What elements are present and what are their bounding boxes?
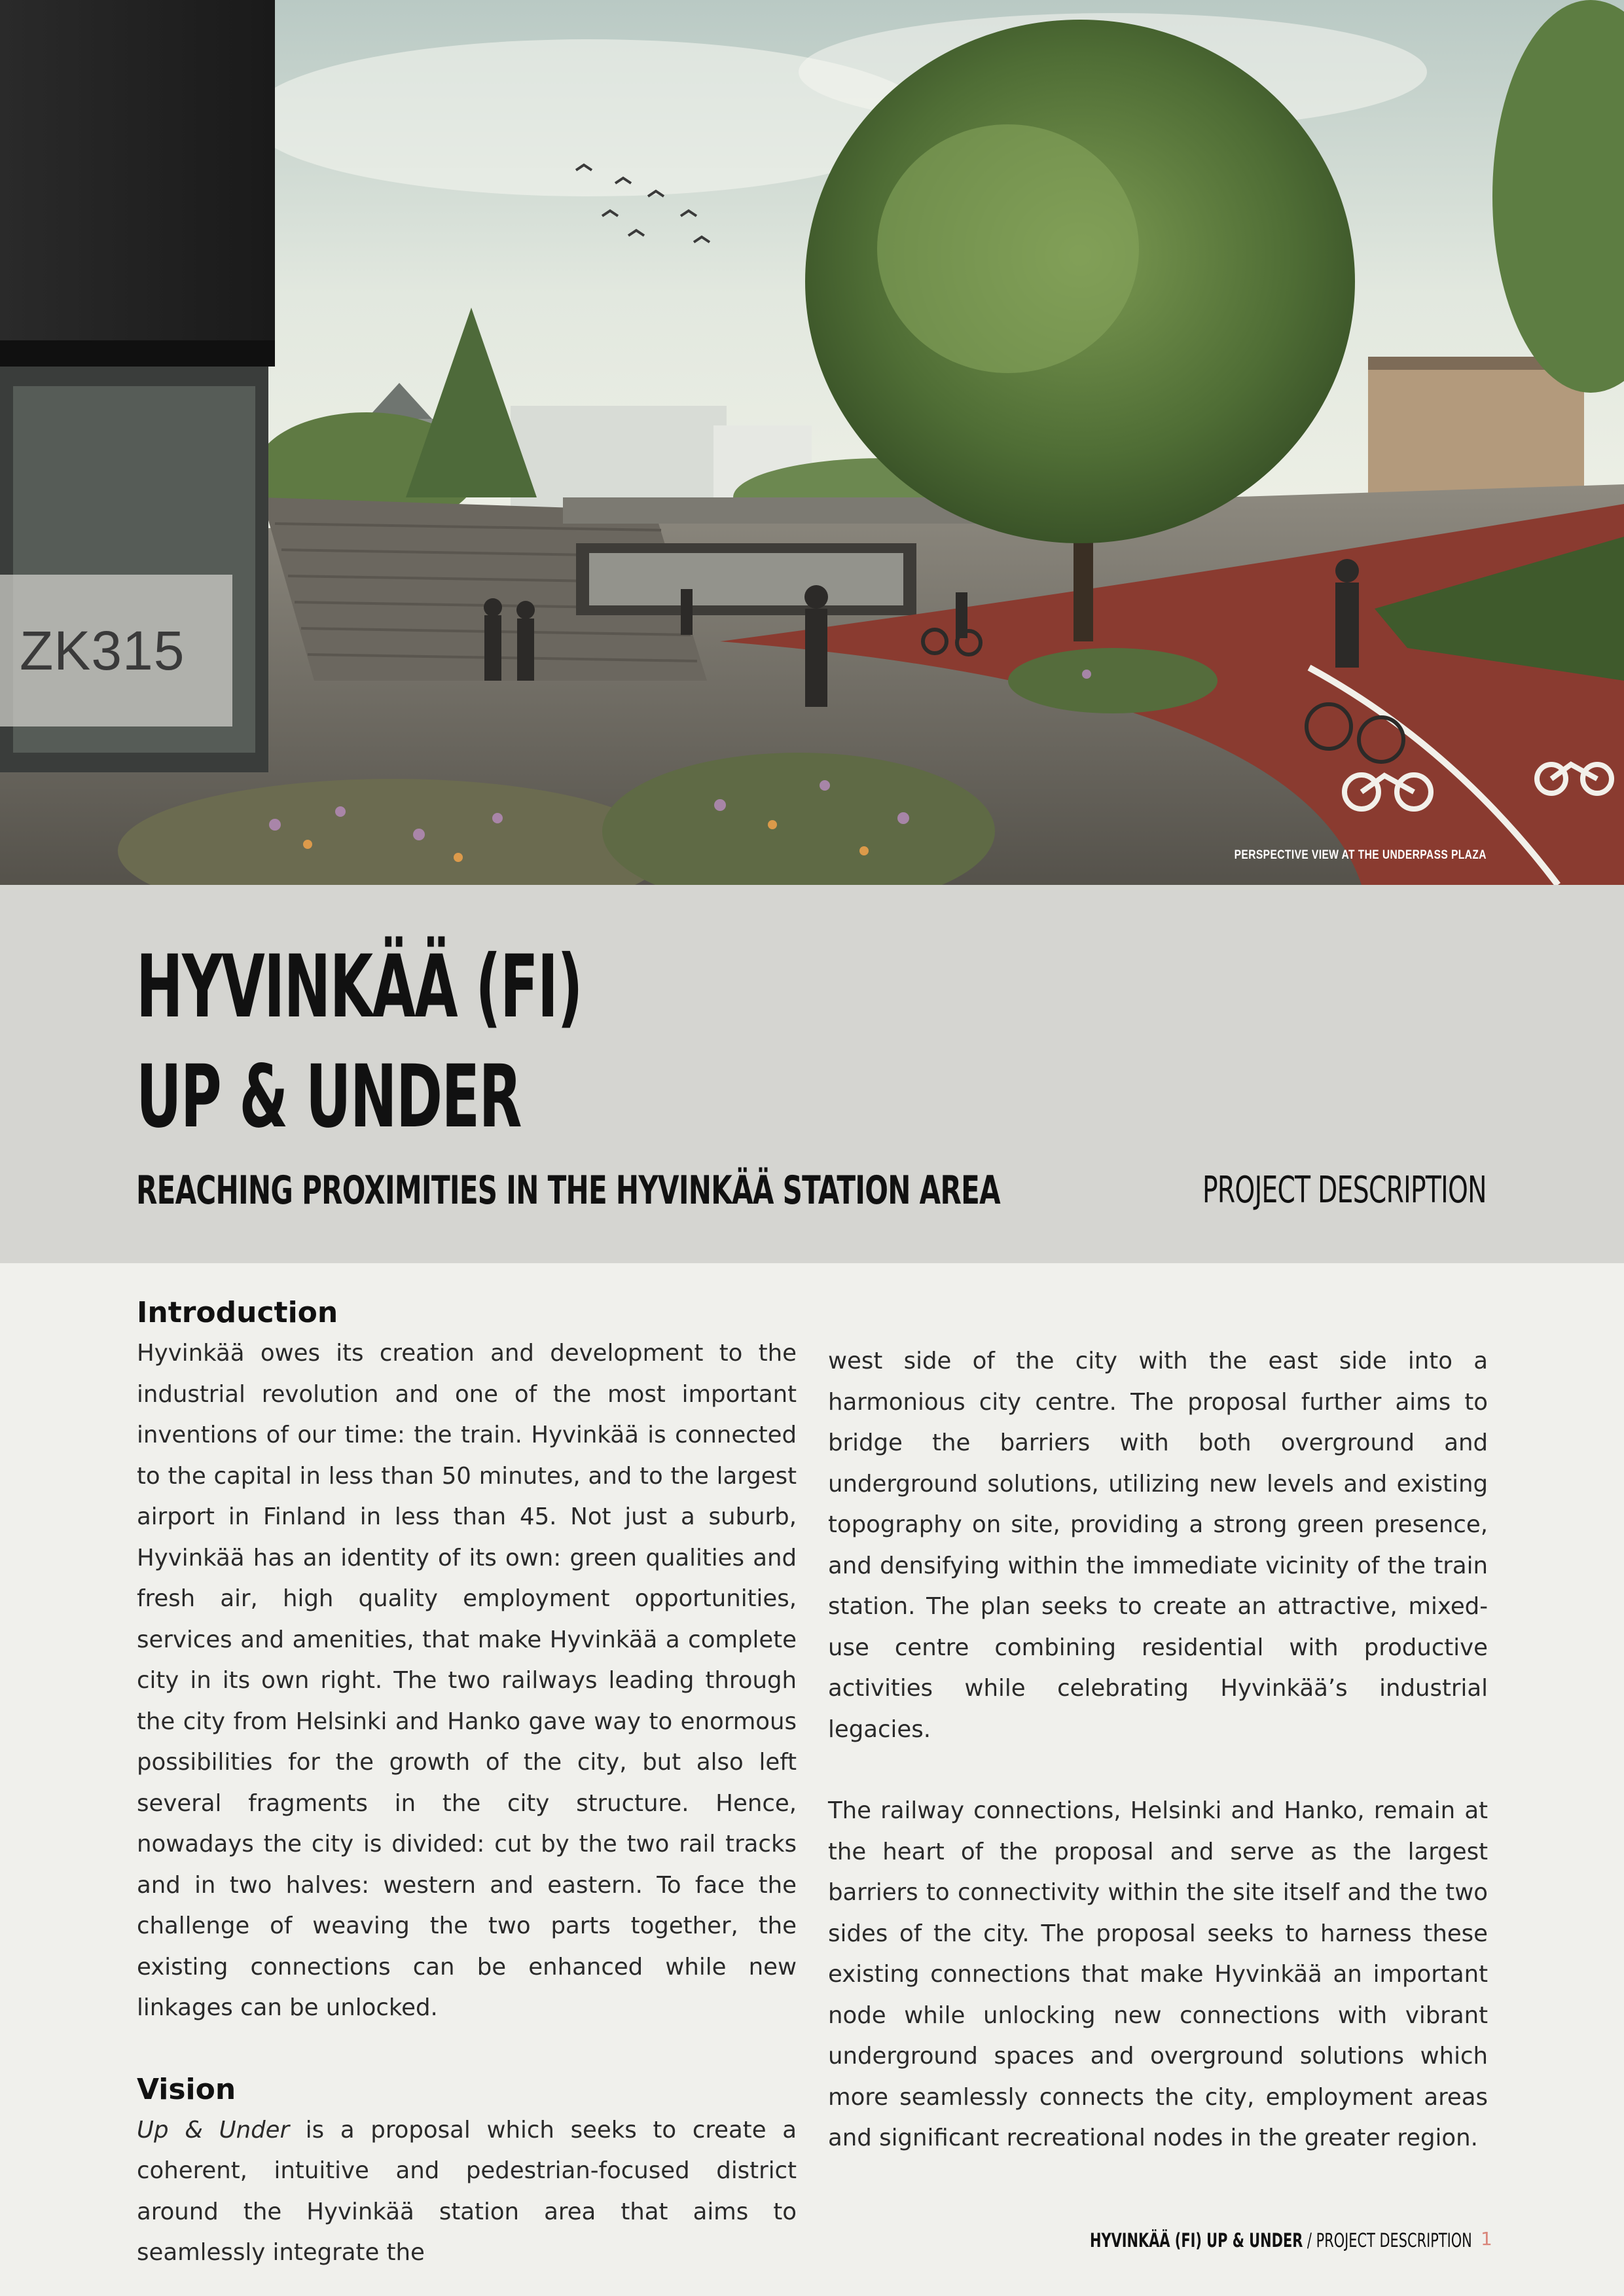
vision-heading: Vision <box>137 2072 236 2106</box>
project-name-italic: Up & Under <box>137 2116 290 2144</box>
vision-paragraph-2: The railway connections, Helsinki and Hanko, remain at the heart of the proposal and serve as the largest barriers to connectivity within the site itself and the two sides of the city. The proposal seeks to harness these existing connections that make Hyvinkää an important node while unlocking new connections with vibrant underground spaces and overground solutions which more seamlessly connects the city, employment areas and significant recreational nodes in the greater region. <box>828 1797 1488 2151</box>
page-number: 1 <box>1481 2228 1492 2250</box>
document-type-label: PROJECT DESCRIPTION <box>1202 1169 1487 1211</box>
vision-paragraph-continued: west side of the city with the east side into a harmonious city centre. The proposal further aims to bridge the barriers with both overground and underground solutions, utilizing new levels and existing topography on site, providing a strong green presence, and densifying within the immediate vicinity of the train station. The plan seeks to create an attractive, mixed-use centre combining residential with productive activities while celebrating Hyvinkää’s industrial legacies. <box>828 1348 1488 1743</box>
page-title-line-2: UP & UNDER <box>136 1047 522 1147</box>
footer-running-title <box>1090 2229 1472 2251</box>
footer-title: HYVINKÄÄ (FI) UP & UNDER <box>1090 2229 1303 2251</box>
vision-paragraph-start <box>137 2110 797 2274</box>
perspective-illustration <box>0 0 1624 885</box>
page-subtitle: REACHING PROXIMITIES IN THE HYVINKÄÄ STATION AREA <box>136 1168 1000 1213</box>
competition-code: ZK315 <box>20 619 185 681</box>
right-column <box>828 1341 1488 2159</box>
footer-section: / PROJECT DESCRIPTION <box>1303 2229 1472 2251</box>
introduction-paragraph: Hyvinkää owes its creation and development to the industrial revolution and one of the most important inventions of our time: the train. Hyvinkää is connected to the capital in less than 50 minutes, and to the largest airport in Finland in less than 45. Not just a suburb, Hyvinkää has an identity of its own: green qualities and fresh air, high quality employment opportunities, services and amenities, that make Hyvinkää a complete city in its own right. The two railways leading through the city from Helsinki and Hanko gave way to enormous possibilities for the growth of the city, but also left several fragments in the city structure. Hence, nowadays the city is divided: cut by the two rail tracks and in two halves: western and eastern. To face the challenge of weaving the two parts together, the existing connections can be enhanced while new linkages can be unlocked. <box>137 1340 797 2021</box>
competition-code-badge <box>0 575 232 726</box>
vision-text-left: is a proposal which seeks to create a coherent, intuitive and pedestrian-focused district around the Hyvinkää station area that aims to seamlessly integrate the <box>137 2116 797 2266</box>
image-caption: PERSPECTIVE VIEW AT THE UNDERPASS PLAZA <box>1234 848 1487 862</box>
introduction-heading: Introduction <box>137 1296 338 1329</box>
left-column <box>137 1293 797 2274</box>
page-title-line-1: HYVINKÄÄ (FI) <box>136 937 582 1037</box>
hero-image <box>0 0 1624 885</box>
